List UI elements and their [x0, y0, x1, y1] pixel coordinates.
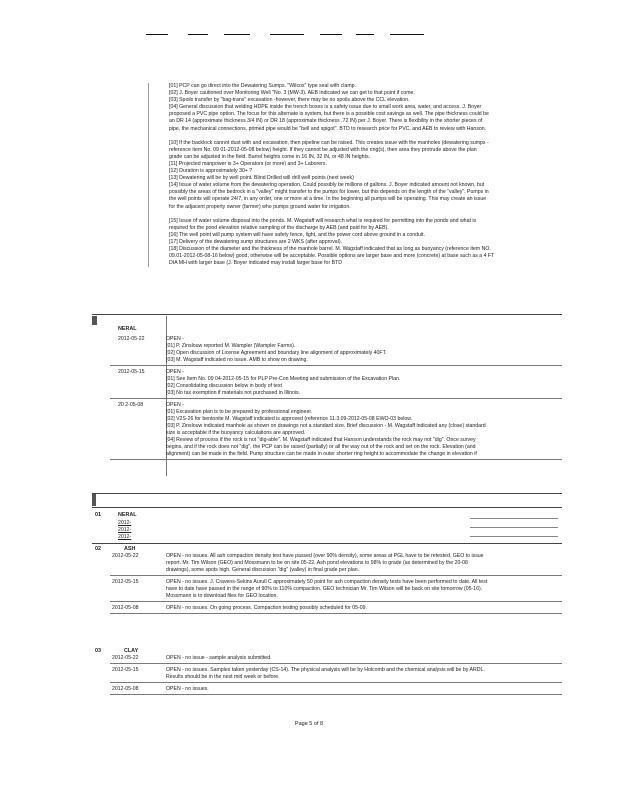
- note-line: [13] Dewatering will be by well point. Blind Drilled will drill well points (next week): [169, 175, 354, 182]
- meeting-notes-block: [148, 83, 556, 267]
- entry-text-line: OPEN - no issues. All ash compaction density test have passed (over 90% density), some areas at PGL have to be retested. GEO to issue: [166, 553, 484, 559]
- note-line: [12] Duration is approximately 30+ ?: [169, 168, 253, 175]
- entry-text-line: [02] V2S-26 for bentonite M. Wagstaff indicated is approved (reference 11.3.09-2012-05-08 EWO-03 below.: [166, 416, 413, 422]
- paragraph-gap: [169, 211, 556, 218]
- note-line: 09.01-2012-05-08-16 below) good, otherwise will be acceptable. Possible options are larger base and more (concrete) at base such as a 4 FT: [169, 253, 495, 260]
- entry-text-line: Mossmann is to download files for GEO location.: [166, 593, 278, 599]
- entry-date: 2012-05-15: [112, 579, 139, 585]
- note-line: required for the pond elevation relative sampling of the discharge by AEB (and paid for by AEB).: [169, 224, 389, 231]
- entry-date: 2012-05-22: [118, 336, 145, 342]
- header-rule-2: [188, 34, 208, 35]
- note-line: grade can be adjusted in the field. Barrel heights come in 16 IN, 32 IN, or 48 IN heights.: [169, 153, 370, 160]
- note-line: [01] PCP can go direct into the Dewatering Sumps. "Wilcox" type seal with clamp.: [169, 83, 356, 89]
- header-rule-7: [390, 34, 424, 35]
- header-rule-1: [146, 34, 168, 35]
- note-line: [14] Issue of water volume from the dewatering operation. Could possibly be millions of gallons. J. Boyer indicated amount not known, but: [169, 182, 485, 189]
- entry-text-line: size is acceptable if the buoyancy calculations are approved.: [166, 430, 306, 436]
- entry-text-line: report. Mr. Tim Wilson (GEO) and Mossmann to be on site 05-22. Ash pond elevations to 98% to grade (as determined by the 20-08: [166, 560, 468, 566]
- entry-text-line: OPEN - no issues. On going process. Compaction testing possibly scheduled for 05-09.: [166, 605, 367, 611]
- entry-text-line: [01] P. Zinslouw reported M. Wampler (Wampler Farms).: [166, 343, 296, 349]
- blank-line: [470, 527, 558, 528]
- entry-rule: [110, 398, 562, 399]
- note-line: proposed a PVC pipe option. The focus for this alternate is system, but there is a possible cost savings as well. The pipe thickness could be: [169, 111, 489, 118]
- entry-rule: [110, 694, 562, 695]
- general-header-2: NERAL: [118, 512, 137, 518]
- paragraph-gap: [169, 133, 556, 140]
- entry-text-line: [03] No tax exemption if materials not purchased in Illinois.: [166, 390, 301, 396]
- general-date-1: 2012-: [118, 520, 132, 526]
- entry-text-line: alignment) can be made in the field. Pump structure can be made in outer shorter ring height to accommodate the change in elevation if: [166, 451, 477, 457]
- ash-header: ASH: [124, 546, 136, 552]
- note-line: reference item No. 09 01-2012-05-08 below) height. If they cannot be adjusted with the ring(s), then area they protrude above the plan: [169, 146, 477, 153]
- note-line: [02] J. Boyer cautioned over Monitoring Well "No. 3 (MW-3). AEB indicated we can get to that point if come.: [169, 90, 415, 97]
- general-date-2: 2012-: [118, 527, 132, 533]
- note-line: [10] If the backlock cannot dust with and excavation, then pipeline can be raised. This creates issue with the manholes (dewatering sumps -: [169, 139, 489, 146]
- entry-date: 2012-05-15: [112, 667, 139, 673]
- header-rule-5: [320, 34, 342, 35]
- note-line: [17] Delivery of the dewatering sump structures are 2 WKS (after approval).: [169, 238, 342, 245]
- entry-rule: [110, 663, 562, 664]
- entry-text-line: OPEN -: [166, 402, 184, 408]
- general-header: NERAL: [118, 326, 137, 332]
- blank-line: [470, 536, 558, 537]
- note-line: [04] General discussion that welding HDPE inside the trench boxes is a safety issue due to small work area, water, and access. J. Boyer: [169, 104, 482, 111]
- entry-text-line: OPEN - no issues. J. Cravens-Sekins Aurull C approximately 50 point for ash compaction density tests have been performed to date. All test: [166, 579, 488, 585]
- section-separator: [92, 493, 562, 494]
- section-separator: [92, 507, 562, 508]
- entry-rule: [110, 613, 562, 614]
- item-code-ash: 02: [95, 546, 101, 552]
- item-code-01: 01: [95, 512, 101, 518]
- section-marker: [92, 316, 97, 325]
- header-rule-6: [356, 34, 374, 35]
- section-separator: [92, 314, 562, 315]
- note-line: [03] Spoils transfer by "bag-trans" excavation -however, there may be no spoils above the CCL elevation.: [169, 97, 410, 104]
- entry-text-line: drawings), some spots high. General discussion "dig" (valley) in final grade per plan.: [166, 567, 360, 573]
- blank-line: [470, 518, 558, 519]
- note-line: [18] Discussion of the diameter and the thickness of the manhole barrel. M. Wagstaff indicated that as long as buoyancy (reference item NO.: [169, 245, 491, 252]
- entry-rule: [110, 459, 562, 460]
- entry-text-line: [02] Consolidating discussion below in body of text: [166, 383, 282, 389]
- note-line: possibly the areas of the bedrock in a "valley" might transfer to the pumps for lower, but this depends on the length of the "valley". Pumps in: [169, 189, 489, 196]
- entry-text-line: [01] Excavation plan is to be prepared by professional engineer.: [166, 409, 313, 415]
- section-separator: [92, 543, 562, 544]
- page-number: Page 5 of 8: [294, 721, 324, 727]
- note-line: pipe, the mechanical connections, primed pipe would be "bell and spigot". BTD to research price for PVC, and AEB to review with Hanson.: [169, 125, 487, 132]
- entry-date: 20 2-05-08: [118, 402, 144, 408]
- entry-text-line: OPEN - no issues.: [166, 686, 209, 692]
- entry-date: 2012-05-08: [112, 605, 139, 611]
- entry-date: 2012-05-22: [112, 553, 139, 559]
- entry-rule: [110, 682, 562, 683]
- note-line: [16] The well point will pump system will have safety fence, light, and the power cord above ground in a conduit.: [169, 231, 425, 238]
- entry-rule: [110, 575, 562, 576]
- entry-text-line: have to date have passed in the range of 90% to 110% compaction. GEO technician Mr. Tim Wilson will be back on site tomorrow (05-16).: [166, 586, 483, 592]
- note-line: DIA MH with larger base (J. Boyer indicated may install larger base for BTD: [169, 260, 342, 267]
- entry-text-line: OPEN - no issue - sample analysis submitted.: [166, 655, 272, 661]
- entry-text-line: [03] P. Zinslouw indicated manhole as shown on drawings not a standard size. Brief discussion - M. Wagstaff indicated any (close) standard: [166, 423, 486, 429]
- header-rule-4: [270, 34, 304, 35]
- entry-text-line: begins, and if the rock does not "dig", the PCP can be raised (partially) or all the way out of the rock and set on the rock. Elevation (and: [166, 444, 476, 450]
- entry-date: 2012-05-15: [118, 369, 145, 375]
- note-line: the well points will operate 24/7, in any order, one or more at a time. In the beginning all pumps will be operating. This may create an issue: [169, 196, 487, 203]
- general-date-3: 2012-: [118, 534, 132, 540]
- entry-text-line: OPEN -: [166, 369, 184, 375]
- entry-text-line: OPEN - no issues. Samples taken yesterday (CS-14). The physical analysis will be by Holcomb and the chemical analysis will be by ARDL.: [166, 667, 485, 673]
- entry-date: 2012-05-08: [112, 686, 139, 692]
- entry-rule: [110, 365, 562, 366]
- entry-text-line: OPEN -: [166, 336, 184, 342]
- clay-header: CLAY: [124, 648, 139, 654]
- note-line: for the adjacent property owner (farmer) who pumps ground water for irrigation.: [169, 203, 351, 210]
- entry-text-line: [02] Open discussion of License Agreement and boundary line alignment of approximately 40FT.: [166, 350, 387, 356]
- note-line: [11] Projected manpower is 3+ Operators (or more) and 3+ Laborers.: [169, 160, 327, 167]
- note-line: [15] Issue of water volume disposal into the ponds. M. Wagstaff will research what is required for permitting into the ponds and what is: [169, 217, 477, 224]
- header-rule-3: [224, 34, 250, 35]
- entry-text-line: [01] See Item No. 09 04-2012-05-15 for PLP Pre-Con Meeting and submission of the Excavation Plan.: [166, 376, 401, 382]
- note-line: an DR 14 (approximate thickness 3/4 IN) or DR 18 (approximate thickness .72 IN) per J. Boyer. There is flexibility in the shorter pieces of: [169, 118, 483, 125]
- section-marker: [92, 494, 96, 506]
- entry-text-line: Results should be in the next mid week or before.: [166, 674, 280, 680]
- entry-rule: [110, 601, 562, 602]
- entry-text-line: [04] Review of process if the rock is not "dig-able". M. Wagstaff indicated that Hanson understands the rock may not "dig". Once survey: [166, 437, 476, 443]
- entry-text-line: [03] M. Wagstaff indicated no issue. AMB to show on drawing.: [166, 357, 308, 363]
- item-code-clay: 03: [95, 648, 101, 654]
- entry-date: 2012-05-22: [112, 655, 139, 661]
